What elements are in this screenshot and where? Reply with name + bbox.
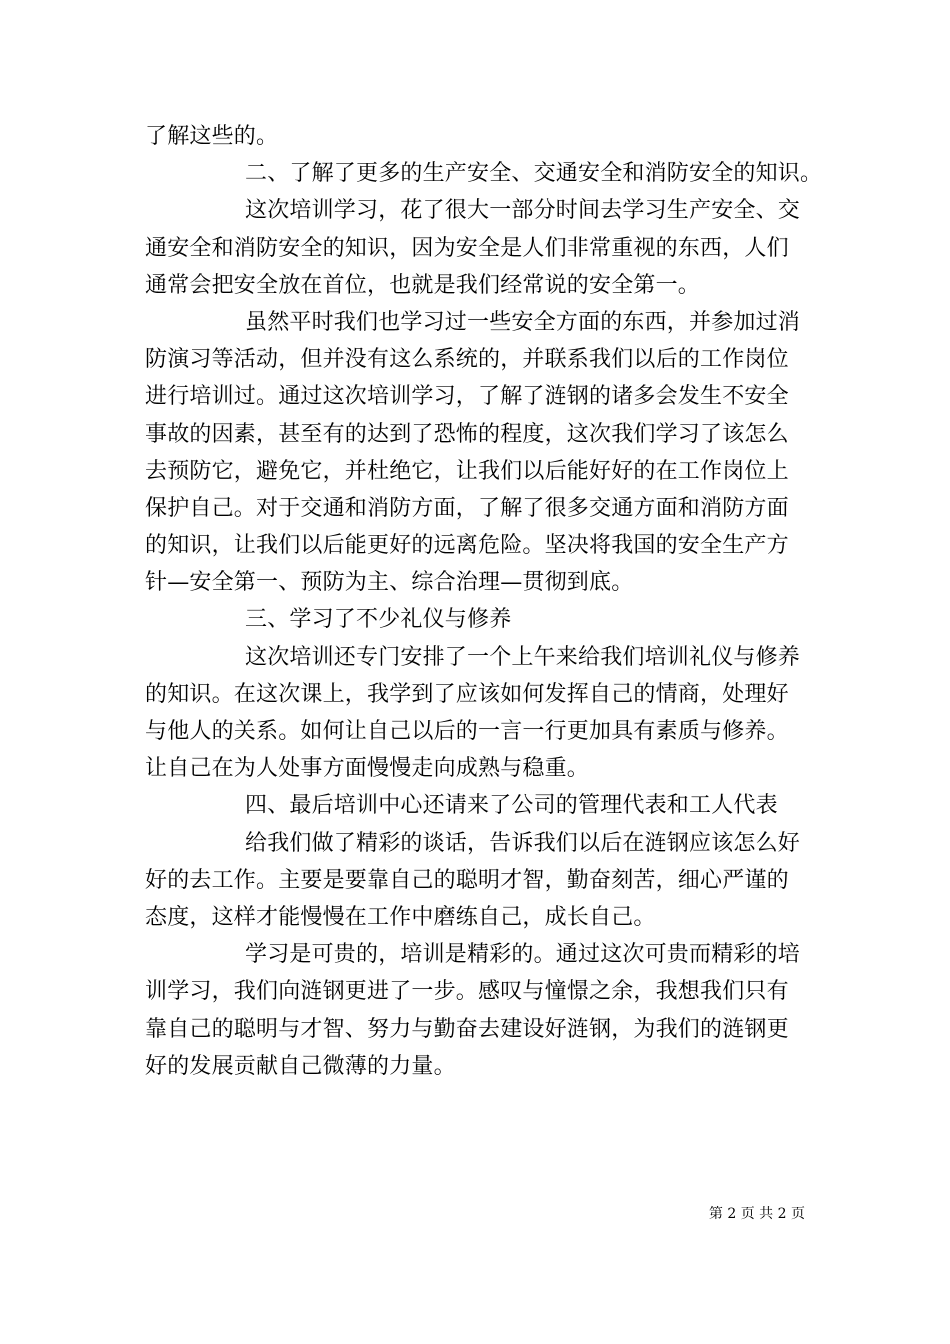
text-line: 了解这些的。	[145, 124, 279, 149]
text-line: 针—安全第一、预防为主、综合治理—贯彻到底。	[145, 570, 634, 596]
text-line: 给我们做了精彩的谈话，告诉我们以后在涟钢应该怎么好	[245, 830, 801, 856]
text-line: 好的发展贡献自己微薄的力量。	[145, 1053, 456, 1079]
text-line: 防演习等活动，但并没有这么系统的，并联系我们以后的工作岗位	[145, 347, 789, 373]
text-line: 事故的因素，甚至有的达到了恐怖的程度，这次我们学习了该怎么	[145, 421, 789, 447]
text-line: 好的去工作。主要是要靠自己的聪明才智，勤奋刻苦，细心严谨的	[145, 867, 789, 893]
text-line: 保护自己。对于交通和消防方面，了解了很多交通方面和消防方面	[145, 495, 789, 521]
section-heading: 三、学习了不少礼仪与修养	[245, 607, 512, 633]
text-line: 的知识。在这次课上，我学到了应该如何发挥自己的情商，处理好	[145, 681, 789, 707]
text-line: 的知识，让我们以后能更好的远离危险。坚决将我国的安全生产方	[145, 533, 789, 559]
text-line: 去预防它，避免它，并杜绝它，让我们以后能好好的在工作岗位上	[145, 458, 789, 484]
text-line: 通安全和消防安全的知识，因为安全是人们非常重视的东西，人们	[145, 235, 789, 261]
text-line: 与他人的关系。如何让自己以后的一言一行更加具有素质与修养。	[145, 719, 789, 744]
text-line: 进行培训过。通过这次培训学习，了解了涟钢的诸多会发生不安全	[145, 384, 789, 410]
text-line: 让自己在为人处事方面慢慢走向成熟与稳重。	[145, 756, 590, 782]
section-heading: 二、了解了更多的生产安全、交通安全和消防安全的知识。	[245, 161, 823, 187]
text-line: 态度，这样才能慢慢在工作中磨练自己，成长自己。	[145, 904, 656, 930]
text-line: 训学习，我们向涟钢更进了一步。感叹与憧憬之余，我想我们只有	[145, 979, 789, 1005]
text-line: 这次培训还专门安排了一个上午来给我们培训礼仪与修养	[245, 644, 801, 670]
page-number: 第 2 页 共 2 页	[708, 1206, 805, 1222]
text-line: 虽然平时我们也学习过一些安全方面的东西，并参加过消	[245, 309, 801, 335]
text-line: 靠自己的聪明与才智、努力与勤奋去建设好涟钢，为我们的涟钢更	[145, 1016, 789, 1042]
text-line: 通常会把安全放在首位，也就是我们经常说的安全第一。	[145, 272, 701, 298]
section-heading: 四、最后培训中心还请来了公司的管理代表和工人代表	[245, 793, 778, 819]
text-line: 学习是可贵的，培训是精彩的。通过这次可贵而精彩的培	[245, 942, 801, 968]
body-text	[145, 118, 825, 1085]
text-line: 这次培训学习，花了很大一部分时间去学习生产安全、交	[245, 198, 801, 224]
